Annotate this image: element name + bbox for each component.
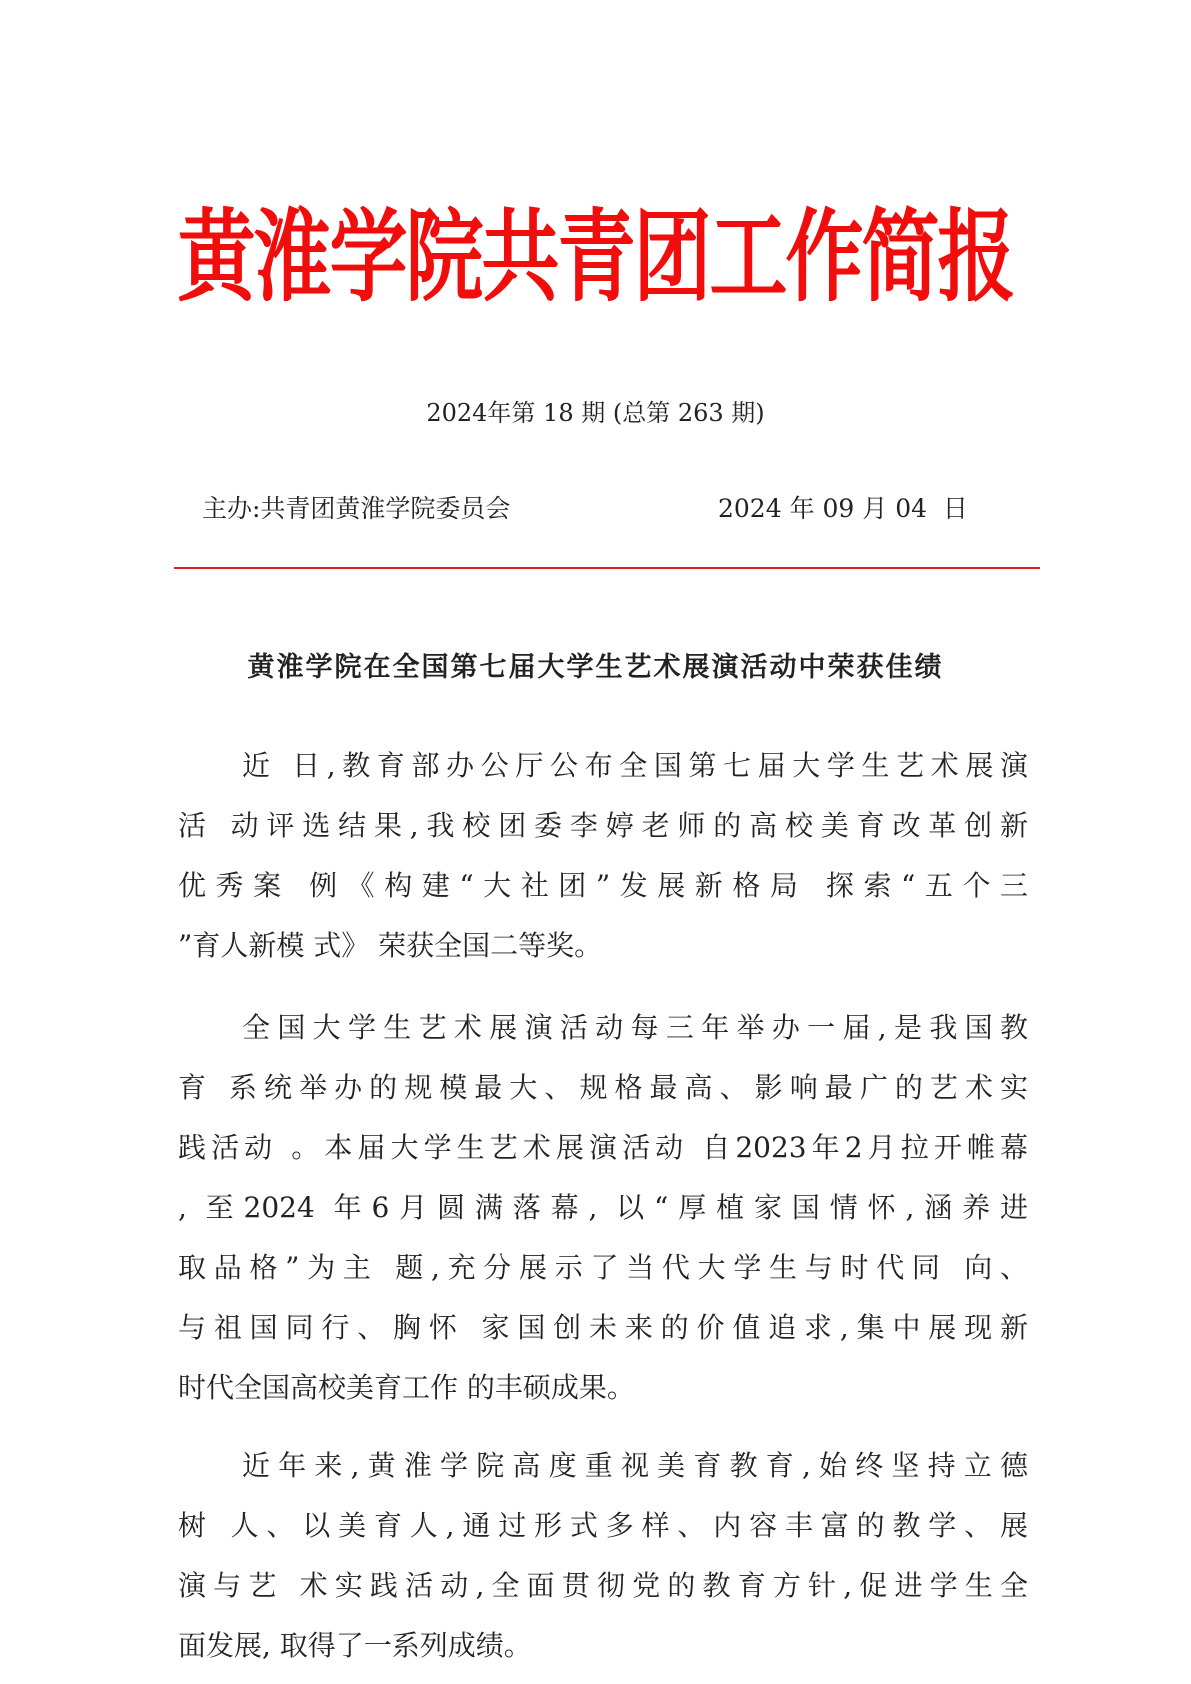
paragraph-line: 优秀案 例《构建“大社团”发展新格局 探索“五个三 bbox=[178, 869, 1028, 902]
article-paragraph-3 bbox=[178, 1436, 1028, 1676]
paragraph-line: 时代全国高校美育工作 的丰硕成果。 bbox=[178, 1371, 635, 1404]
paragraph-line: 与祖国同行、胸怀 家国创未来的价值追求,集中展现新 bbox=[178, 1311, 1028, 1344]
article-paragraph-2 bbox=[178, 998, 1028, 1418]
paragraph-line: 面发展, 取得了一系列成绩。 bbox=[178, 1629, 532, 1662]
sponsor-line: 主办:共青团黄淮学院委员会 bbox=[202, 494, 511, 523]
paragraph-line: 演与艺 术实践活动,全面贯彻党的教育方针,促进学生全 bbox=[178, 1569, 1028, 1602]
paragraph-line: 近年来,黄淮学院高度重视美育教育,始终坚持立德 bbox=[242, 1449, 1028, 1482]
red-divider bbox=[174, 567, 1040, 569]
paragraph-line: 践活动 。本届大学生艺术展演活动 自2023年2月拉开帷幕 bbox=[178, 1131, 1028, 1164]
article-title: 黄淮学院在全国第七届大学生艺术展演活动中荣获佳绩 bbox=[247, 652, 944, 683]
issue-date: 2024 年 09 月 04 日 bbox=[718, 494, 968, 523]
paragraph-line: , 至2024 年6月圆满落幕, 以“厚植家国情怀,涵养进 bbox=[178, 1191, 1028, 1224]
paragraph-line: 取品格”为主 题,充分展示了当代大学生与时代同 向、 bbox=[178, 1251, 1028, 1284]
masthead-title: 黄淮学院共青团工作简报 bbox=[177, 200, 1014, 316]
paragraph-line: ”育人新模 式》 荣获全国二等奖。 bbox=[178, 929, 603, 962]
issue-number: 2024年第 18 期 (总第 263 期) bbox=[426, 399, 765, 427]
paragraph-line: 活 动评选结果,我校团委李婷老师的高校美育改革创新 bbox=[178, 809, 1028, 842]
paragraph-line: 育 系统举办的规模最大、规格最高、影响最广的艺术实 bbox=[178, 1071, 1028, 1104]
paragraph-line: 树 人、以美育人,通过形式多样、内容丰富的教学、展 bbox=[178, 1509, 1028, 1542]
paragraph-line: 全国大学生艺术展演活动每三年举办一届,是我国教 bbox=[242, 1011, 1028, 1044]
paragraph-line: 近 日,教育部办公厅公布全国第七届大学生艺术展演 bbox=[242, 749, 1028, 782]
article-paragraph-1 bbox=[178, 736, 1028, 976]
